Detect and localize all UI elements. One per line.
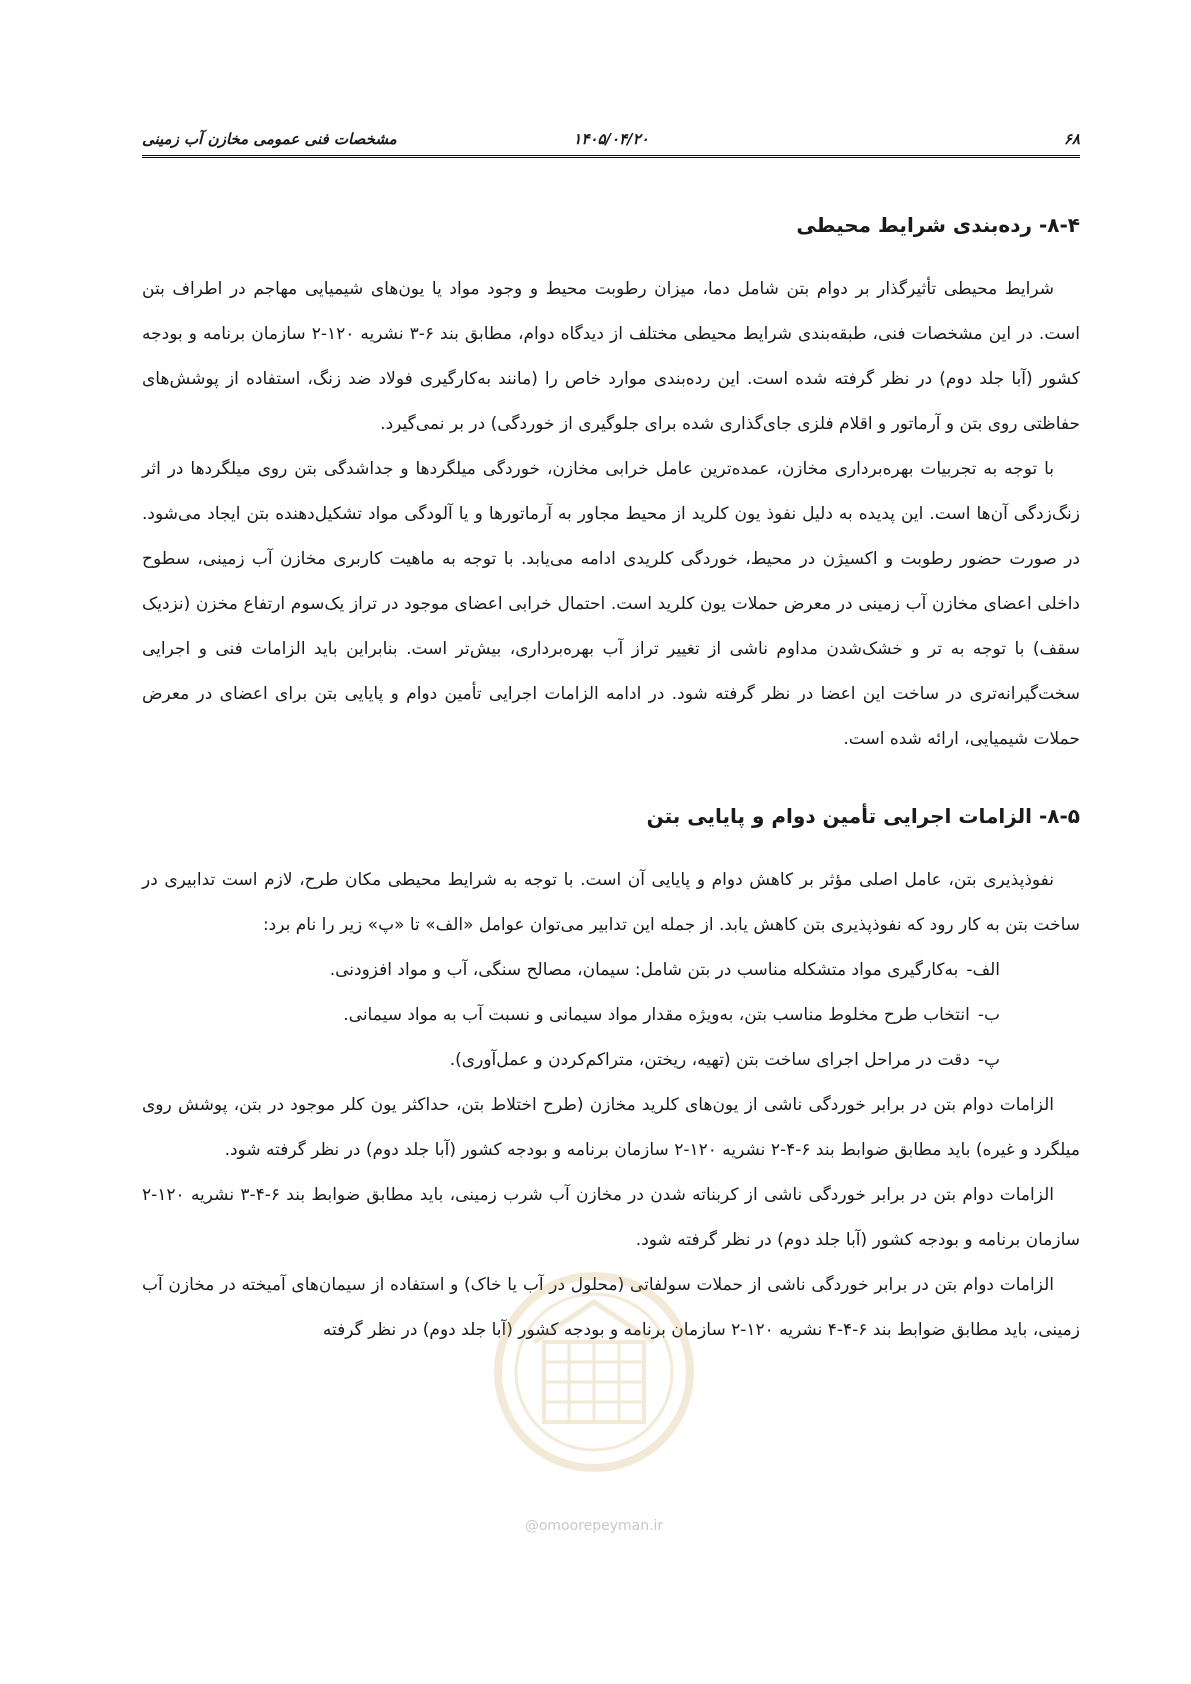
watermark-text: @omoorepeyman.ir	[524, 1518, 664, 1534]
header-date: ۱۴۰۵/۰۴/۲۰	[573, 130, 649, 148]
list-item	[142, 1038, 1080, 1083]
list-item-text: دقت در مراحل اجرای ساخت بتن (تهیه، ریختن، متراکم‌کردن و عمل‌آوری).	[449, 1050, 970, 1070]
paragraph: الزامات دوام بتن در برابر خوردگی ناشی از حملات سولفاتی (محلول در آب یا خاک) و استفاده از سیمان‌های آمیخته در مخازن آب زمینی، باید مطابق ضوابط بند ۶-۴-۴ نشریه ۱۲۰-۲ سازمان برنامه و بودجه کشور (آبا جلد دوم) در نظر گرفته	[142, 1275, 1080, 1340]
section-heading-durability-requirements: ۸-۵- الزامات اجرایی تأمین دوام و پایایی بتن	[646, 804, 1080, 828]
paragraph: شرایط محیطی تأثیرگذار بر دوام بتن شامل دما، میزان رطوبت محیط و وجود مواد یا یون‌های شیمیایی مهاجم در اطراف بتن است. در این مشخصات فنی، طبقه‌بندی شرایط محیطی مختلف از دیدگاه دوام، مطابق بند ۶-۳ نشریه ۱۲۰-۲ سازمان برنامه و بودجه کشور (آبا جلد دوم) در نظر گرفته شده است. این رده‌بندی موارد خاص را (مانند به‌کارگیری فولاد ضد زنگ، استفاده از پوشش‌های حفاظتی روی بتن و آرماتور و اقلام فلزی جای‌گذاری شده برای جلوگیری از خوردگی) در بر نمی‌گیرد.	[142, 279, 1080, 434]
paragraph: با توجه به تجربیات بهره‌برداری مخازن، عمده‌ترین عامل خرابی مخازن، خوردگی میلگردها و جداشدگی بتن روی میلگردها در اثر زنگ‌زدگی آن‌ها است. این پدیده به دلیل نفوذ یون کلرید از محیط مجاور به آرماتورها و یا آلودگی مواد تشکیل‌دهنده بتن ایجاد می‌شود. در صورت حضور رطوبت و اکسیژن در محیط، خوردگی کلریدی ادامه می‌یابد. با توجه به ماهیت کاربری مخازن آب زمینی، سطوح داخلی اعضای مخازن آب زمینی در معرض حملات یون کلرید است. احتمال خرابی اعضای موجود در تراز یک‌سوم ارتفاع مخزن (نزدیک سقف) با توجه به تر و خشک‌شدن مداوم ناشی از تغییر تراز آب بهره‌برداری، بیش‌تر است. بنابراین باید الزامات فنی و اجرایی سخت‌گیرانه‌تری در ساخت این اعضا در نظر گرفته شود. در ادامه الزامات اجرایی تأمین دوام و پایایی بتن برای اعضای در معرض حملات شیمیایی، ارائه شده است.	[142, 459, 1080, 749]
page-number: ۶۸	[1063, 130, 1080, 148]
paragraph: الزامات دوام بتن در برابر خوردگی ناشی از کربناته شدن در مخازن آب شرب زمینی، باید مطابق ضوابط بند ۶-۴-۳ نشریه ۱۲۰-۲ سازمان برنامه و بودجه کشور (آبا جلد دوم) در نظر گرفته شود.	[142, 1185, 1080, 1250]
list-marker: ب-	[977, 1005, 1000, 1025]
measures-list	[142, 948, 1080, 1083]
document-title: مشخصات فنی عمومی مخازن آب زمینی	[142, 130, 397, 148]
list-item	[142, 993, 1080, 1038]
paragraph: الزامات دوام بتن در برابر خوردگی ناشی از یون‌های کلرید مخازن (طرح اختلاط بتن، حداکثر یون کلر موجود در بتن، پوشش روی میلگرد و غیره) باید مطابق ضوابط بند ۶-۴-۲ نشریه ۱۲۰-۲ سازمان برنامه و بودجه کشور (آبا جلد دوم) در نظر گرفته شود.	[142, 1095, 1080, 1160]
list-item	[142, 948, 1080, 993]
list-marker: پ-	[977, 1050, 1000, 1070]
paragraph: نفوذپذیری بتن، عامل اصلی مؤثر بر کاهش دوام و پایایی آن است. با توجه به شرایط محیطی مکان طرح، لازم است تدابیری در ساخت بتن به کار رود که نفوذپذیری بتن کاهش یابد. از جمله این تدابیر می‌توان عوامل «الف» تا «پ» زیر را نام برد:	[142, 870, 1080, 935]
page-header	[142, 124, 1080, 154]
page-body	[142, 205, 1080, 1353]
list-item-text: انتخاب طرح مخلوط مناسب بتن، به‌ویژه مقدار مواد سیمانی و نسبت آب به مواد سیمانی.	[343, 1005, 970, 1025]
section-heading-environmental-classification: ۸-۴- رده‌بندی شرایط محیطی	[796, 213, 1080, 237]
list-item-text: به‌کارگیری مواد متشکله مناسب در بتن شامل: سیمان، مصالح سنگی، آب و مواد افزودنی.	[329, 960, 959, 980]
header-divider	[142, 155, 1080, 158]
list-marker: الف-	[966, 960, 1000, 980]
